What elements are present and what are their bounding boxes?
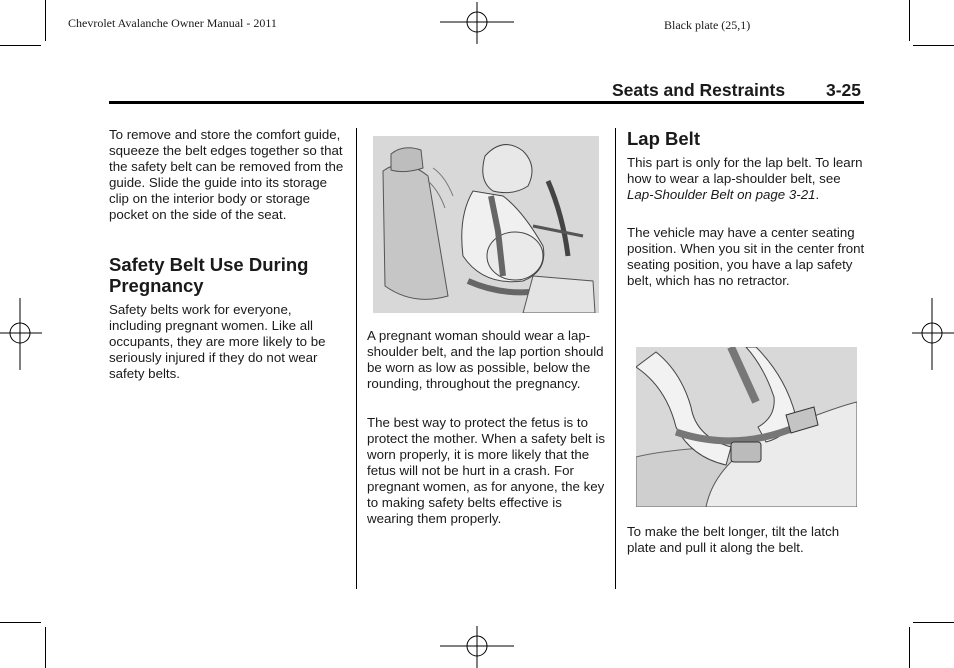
column-divider <box>615 128 616 589</box>
center-seating-paragraph: The vehicle may have a center seating position. When you sit in the center front seating position, you have a lap safety belt, which has no retractor. <box>627 225 865 288</box>
crop-mark <box>913 622 954 623</box>
page-number: 3-25 <box>826 80 862 100</box>
lap-belt-intro-end: . <box>815 187 820 202</box>
pregnant-woman-belt-illustration-icon <box>373 136 599 313</box>
pregnancy-paragraph: Safety belts work for everyone, including pregnant women. Like all occupants, they are more likely to be seriously injured if they do not wear safety belts. <box>109 302 326 381</box>
crop-mark <box>909 0 910 41</box>
pregnancy-figure-caption: A pregnant woman should wear a lap-shoulder belt, and the lap portion should be worn as low as possible, below the rounding, throughout the pregnancy. <box>367 328 604 391</box>
lap-belt-intro-paragraph <box>627 155 867 203</box>
lap-shoulder-belt-link[interactable]: Lap-Shoulder Belt on page 3-21 <box>627 187 816 202</box>
lap-belt-figure <box>636 347 857 507</box>
registration-mark-icon <box>912 298 954 370</box>
lap-belt-intro-text: This part is only for the lap belt. To learn how to wear a lap-shoulder belt, see <box>627 155 863 186</box>
plate-info-right: Black plate (25,1) <box>664 18 751 32</box>
crop-mark <box>45 627 46 668</box>
crop-mark <box>909 627 910 668</box>
crop-mark <box>0 45 41 46</box>
lap-belt-heading: Lap Belt <box>627 128 700 149</box>
comfort-guide-paragraph: To remove and store the comfort guide, squeeze the belt edges together so that the safety belt can be removed from the guide. Slide the guide into its storage clip on the interior body or storage pocket on the side of the seat. <box>109 127 344 222</box>
crop-mark <box>45 0 46 41</box>
registration-mark-icon <box>0 298 42 370</box>
pregnancy-heading: Safety Belt Use During Pregnancy <box>109 254 309 296</box>
lap-belt-figure-caption: To make the belt longer, tilt the latch plate and pull it along the belt. <box>627 524 840 555</box>
crop-mark <box>0 622 41 623</box>
registration-mark-icon <box>440 626 514 668</box>
crop-mark <box>913 45 954 46</box>
registration-mark-icon <box>440 2 514 44</box>
pregnant-woman-figure <box>373 136 599 313</box>
plate-info-left: Chevrolet Avalanche Owner Manual - 2011 <box>68 16 277 30</box>
section-title: Seats and Restraints <box>612 80 786 100</box>
column-divider <box>356 128 357 589</box>
lap-belt-latch-illustration-icon <box>636 347 857 507</box>
header-rule <box>109 101 864 104</box>
fetus-protection-paragraph: The best way to protect the fetus is to protect the mother. When a safety belt is worn properly, it is more likely that the fetus will not be hurt in a crash. For pregnant women, as for anyone, the key to making safety belts effective is wearing them properly. <box>367 415 605 526</box>
